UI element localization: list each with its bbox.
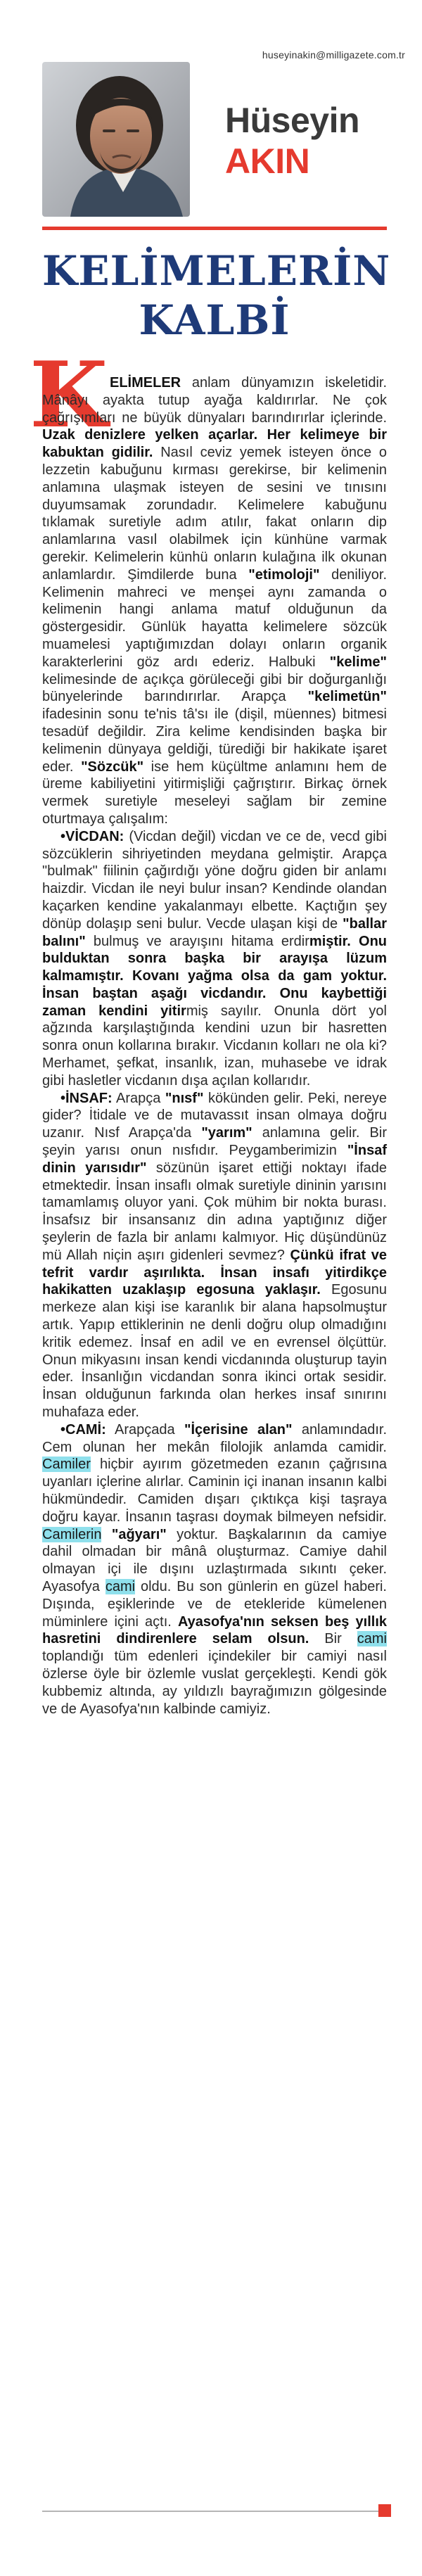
- text-span: sözünün işaret ettiği noktayı ifade etmektedir. İnsan insaflı olmak suretiyle dininin yarısını tamamlamış oluyor yani. Çok mühim bir nokta burası. İnsafsız bir insansanız din adına yaptığınız diğer şeylerin de fazla bir anlamı kalmıyor. Hiç düşündünüz mü Allah niçin aşırı gidenleri sevmez?: [42, 1160, 387, 1263]
- text-span: hiçbir ayırım gözetmeden ezanın çağrısına uyanları içlerine alırlar. Caminin içi inanan insanın kalbi hükmündedir. Camiden dışarı çıktıkça kişi taşraya doğru kayar. İnsanın taşrası doymak bilmeyen nefsidir.: [42, 1457, 387, 1525]
- bottom-divider: [42, 2511, 387, 2512]
- text-span: anlamına gelir. Bir şeyin yarısı onun nısfıdır. Peygamberimizin: [42, 1125, 387, 1159]
- header-divider: [42, 227, 387, 230]
- text-span: anlam dünyamızın iskeletidir. Mânâyı ayakta tutup ayağa kaldırırlar. Ne çok çağrışımları ne büyük dünyaları barındırırlar içlerinde.: [42, 375, 387, 426]
- text-span: Egosunu merkeze alan kişi ise karanlık bir alana hapsolmuştur artık. Yapıp ettiklerinin ne denli doğru olup olmadığını kritik edemez. İnsaf en adil ve en evrensel ölçüttür. Onun mikyasını insan kendi vicdanında oluşturup tayin eder. İnsanlığın vicdandan sonra ikinci ortak sesidir. İnsan olduğunun farkında olan herkes insaf sınırını muhafaza eder.: [42, 1282, 387, 1421]
- section-insaf: [42, 1090, 387, 1421]
- bold-span: "nısf": [165, 1090, 204, 1106]
- author-photo: [42, 62, 190, 217]
- text-span: Bir: [309, 1631, 357, 1647]
- bold-span: miştir. Onu bulduktan sonra başka bir arayışa lüzum kalmamıştır. Kovanı yağma olsa da gam yoktur. İnsan baştan aşağı vicdandır. Onu kaybettiği zaman kendini yitir: [42, 933, 387, 1019]
- text-span: deniliyor. Kelimenin mahreci ve menşei aynı zamanda o kelimenin hangi anlama matuf olduğunun da göstergesidir. Günlük hayatta kelimelere sözcük muamelesi yaptığımızdan dolayı onların organik karakterlerini göz ardı ederiz. Halbuki: [42, 566, 387, 670]
- highlighted-word: Camilerin: [42, 1526, 102, 1542]
- text-span: anlamındadır. Cem olunan her mekân filolojik anlamda camidir.: [42, 1421, 388, 1455]
- bold-span: "İnsaf dinin yarısıdır": [42, 1143, 387, 1176]
- end-mark: [378, 2504, 391, 2517]
- lead-word: ELİMELER: [110, 375, 181, 391]
- section-label-insaf: •İNSAF:: [60, 1090, 113, 1106]
- article-title: [42, 246, 391, 345]
- text-span: yoktur. Başkalarının da camiye dahil olmadan bir mânâ oluşturmaz. Camiye dahil olmayan içi ile dışını uzlaştırmada sıkıntı çeker. Ayasofya: [42, 1526, 387, 1594]
- bold-span: "Sözcük": [81, 759, 144, 775]
- title-line-2: KALBİ: [139, 296, 290, 344]
- bold-span: "kelimetün": [307, 689, 387, 705]
- highlighted-word: Camiler: [42, 1457, 91, 1473]
- bold-span: "kelime": [329, 654, 387, 670]
- highlighted-word: cami: [357, 1631, 387, 1647]
- bold-span: "etimoloji": [248, 566, 320, 583]
- author-portrait: [42, 62, 190, 217]
- text-span: ifadesinin sonu te'nis tâ'sı ile (dişil, müennes) bitmesi tesadüf değildir. Zira kelime kendisinden başka bir kelimenin dünyaya geldiği, türediği bir hakikate işaret eder.: [42, 706, 387, 775]
- section-vicdan: [42, 828, 387, 1090]
- author-email: huseyinakin@milligazete.com.tr: [262, 49, 405, 61]
- text-span: Nasıl ceviz yemek isteyen önce o lezzetin kabuğunu kırması gerekirse, bir kelimenin anlamına ulaşmak isteyen de sesini ve tınısını duyumsamak zorundadır. Kelimelere kabuğunu tıklamak suretiyle adım atılır, fakat onların dip anlamlarına vasıl olabilmek için künhüne varmak gerekir. Kelimelerin künhü onların kulağına ilk okunan anlamlardır. Şimdilerde buna: [42, 445, 387, 583]
- text-span: ise hem küçültme anlamını hem de üreme kabiliyetini yitirmişliği çağrıştırır. Birkaç örnek vermek suretiyle meseleyi sağlam bir zemine oturtmaya çalışalım:: [42, 759, 387, 827]
- text-span: kökünden gelir. Peki, nereye gider? İtidale ve de mutavassıt insan olmaya doğru uzanır. Nısf Arapça'da: [42, 1090, 387, 1141]
- text-span: oldu. Bu son günlerin en güzel haberi. Dışında, eşiklerinde ve de etekleride kümelenen müminlere içini açtı.: [42, 1578, 387, 1630]
- text-span: bulmuş ve arayışını hitama erdir: [85, 933, 309, 949]
- text-span: toplandığı tüm edenleri içindekiler bir camiyi nasıl özlerse öyle bir özlemle vuslat gerçekleşti. Kendi gök kubbemiz altında, ay yıldızlı bayrağımızın gölgesinde ve de Ayasofya'nın kalbinde camiyiz.: [42, 1649, 387, 1717]
- highlighted-word: cami: [105, 1578, 136, 1594]
- bold-span: Uzak denizlere yelken açarlar. Her kelimeye bir kabuktan gidilir.: [42, 427, 387, 461]
- text-span: kelimesinde de açıkça görüleceği gibi bir doğurganlığı bünyelerinde barındırırlar. Arapça: [42, 671, 387, 705]
- section-label-vicdan: •VİCDAN:: [60, 828, 124, 844]
- bold-span: "yarım": [201, 1125, 252, 1141]
- bold-span: "İçerisine alan": [184, 1421, 293, 1438]
- bold-span: "ballar balını": [42, 915, 387, 949]
- section-label-cami: •CAMİ:: [60, 1421, 106, 1438]
- text-span: (Vicdan değil) vicdan ve ce de, vecd gibi sözcüklerin sihriyetinden meydana gelmiştir. Arapça "bulmak" fiilinin çağırdığı yöne doğru giden bir anlamı haizdir. Vicdan ile neyi bulur insan? Kendinde olandan kaçarken kendine yakalanmayı elbette. Kaçtığın şey dönüp dolaşıp seni bulur. Vecde ulaşan kişi de: [42, 828, 387, 932]
- bold-span: Ayasofya'nın seksen beş yıllık hasretini dindirenlere selam olsun.: [42, 1613, 387, 1647]
- bold-span: Çünkü ifrat ve tefrit vardır aşırılıkta. İnsan insafı yitirdikçe hakikatten uzaklaşıp egosuna yaklaşır.: [42, 1247, 388, 1298]
- text-span: miş sayılır. Onunla dört yol ağzında karşılaştığında kendini uzun bir hasretten sonra onun kollarına bırakır. Vicdanın kolları ne ola ki? Merhamet, şefkat, insanlık, izan, muhasebe ve idrak gibi hasletler vicdanın dışa açılan kollarıdır.: [42, 1003, 387, 1089]
- bold-span: "ağyarı": [111, 1526, 167, 1542]
- author-last-name: AKIN: [225, 141, 310, 181]
- drop-cap: K: [30, 343, 108, 448]
- paragraph-intro: [42, 374, 387, 828]
- article-body: [42, 374, 387, 1718]
- title-line-1: KELİMELERİN: [42, 247, 391, 295]
- section-cami: [42, 1421, 387, 1718]
- text-span: Arapçada: [106, 1421, 184, 1438]
- text-span: Arapça: [112, 1090, 165, 1106]
- author-first-name: Hüseyin: [225, 101, 360, 140]
